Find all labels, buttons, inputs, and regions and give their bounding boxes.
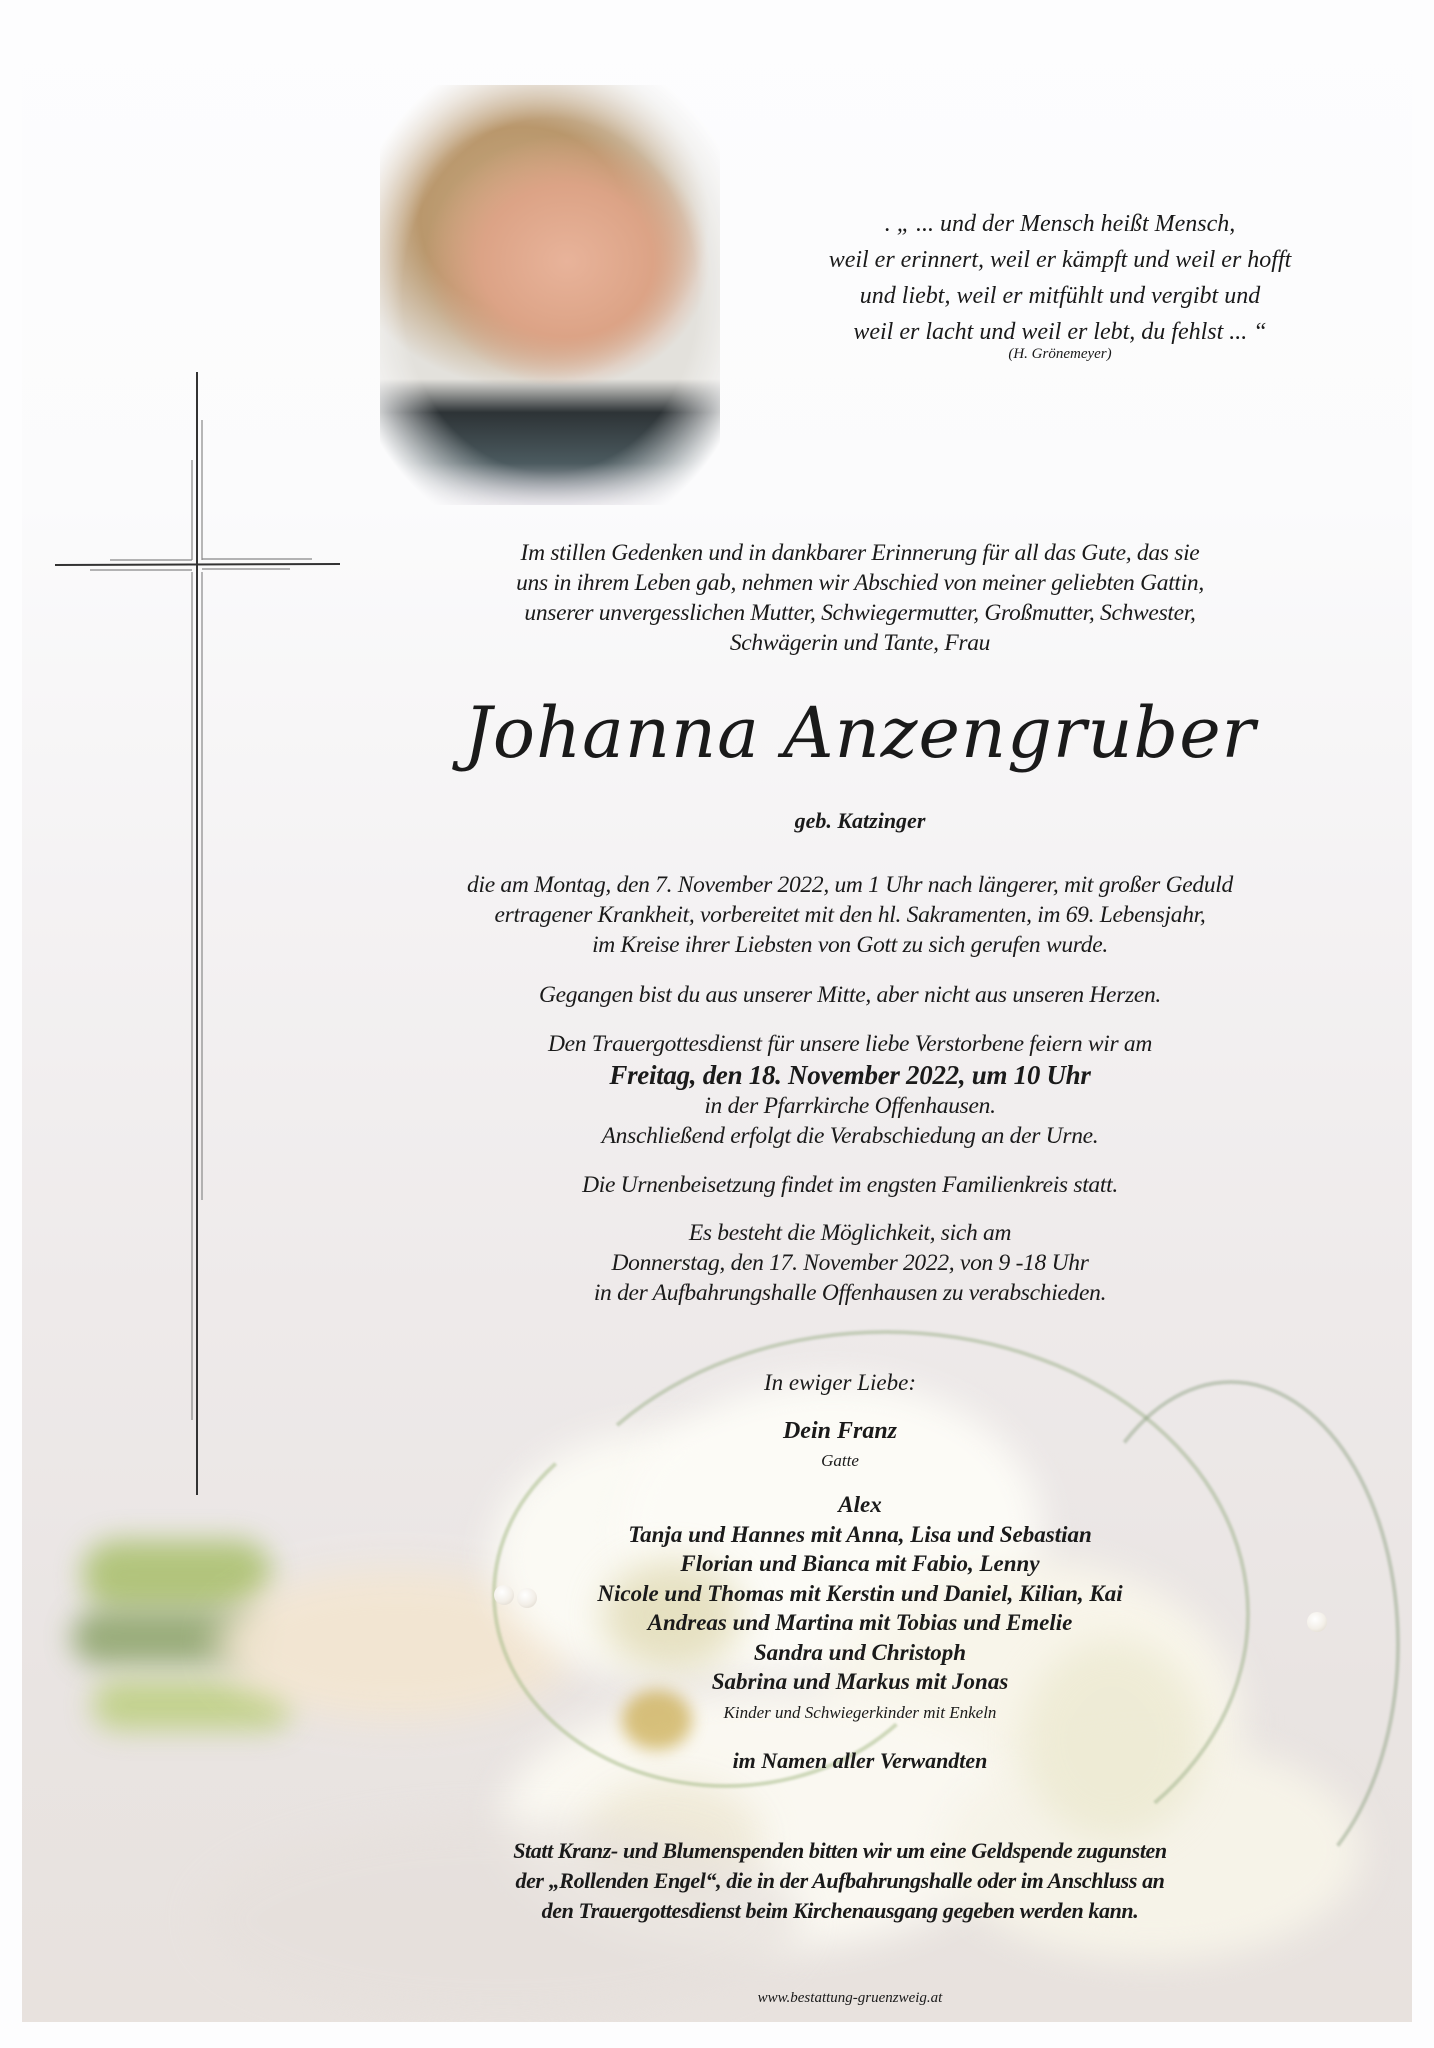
quote (760, 206, 1360, 350)
quote-line: und liebt, weil er mitfühlt und vergibt und (859, 283, 1261, 309)
quote-author: (H. Grönemeyer) (1008, 346, 1112, 362)
signoff: In ewiger Liebe: (763, 1370, 916, 1395)
spouse-role: Gatte (821, 1451, 859, 1470)
donation-line: den Trauergottesdienst beim Kirchenausgang gegeben werden kann. (541, 1898, 1139, 1923)
quote-line: weil er lacht und weil er lebt, du fehlst ... “ (853, 319, 1267, 345)
death-notice-line: im Kreise ihrer Liebsten von Gott zu sich gerufen wurde. (592, 932, 1108, 958)
family-member: Andreas und Martina mit Tobias und Emelie (647, 1610, 1073, 1635)
family-member: Sandra und Christoph (753, 1639, 967, 1665)
viewing-info (350, 1218, 1350, 1308)
service-location: in der Pfarrkirche Offenhausen. (704, 1093, 996, 1119)
family-member: Alex (838, 1492, 882, 1517)
intro-line: unserer unvergesslichen Mutter, Schwiegermutter, Großmutter, Schwester, (524, 600, 1196, 626)
donation-line: der „Rollenden Engel“, die in der Aufbahrungshalle oder im Anschluss an (515, 1868, 1165, 1893)
intro-line: Im stillen Gedenken und in dankbarer Erinnerung für all das Gute, das sie (520, 540, 1200, 566)
service-after: Anschließend erfolgt die Verabschiedung an der Urne. (601, 1123, 1099, 1149)
burial-info: Die Urnenbeisetzung findet im engsten Familienkreis statt. (582, 1172, 1118, 1198)
service-datetime: Freitag, den 18. November 2022, um 10 Uhr (609, 1060, 1091, 1090)
relatives-line: im Namen aller Verwandten (732, 1748, 988, 1773)
family-member: Tanja und Hannes mit Anna, Lisa und Sebastian (628, 1521, 1092, 1547)
maiden-name: geb. Katzinger (794, 808, 926, 833)
donation-line: Statt Kranz- und Blumenspenden bitten wir um eine Geldspende zugunsten (513, 1838, 1167, 1863)
death-notice-line: die am Montag, den 7. November 2022, um 1 Uhr nach längerer, mit großer Geduld (467, 872, 1233, 898)
family-member: Nicole und Thomas mit Kerstin und Daniel, Kilian, Kai (597, 1580, 1123, 1606)
cross-icon (0, 0, 360, 1510)
viewing-line: in der Aufbahrungshalle Offenhausen zu verabschieden. (593, 1280, 1107, 1306)
spouse-name: Dein Franz (782, 1418, 898, 1444)
intro-text (420, 538, 1300, 658)
family-role: Kinder und Schwiegerkinder mit Enkeln (723, 1703, 997, 1722)
intro-line: uns in ihrem Leben gab, nehmen wir Abschied von meiner geliebten Gattin, (516, 570, 1204, 596)
website-link[interactable]: www.bestattung-gruenzweig.at (757, 1990, 943, 2006)
donation-request (380, 1836, 1300, 1926)
viewing-line: Es besteht die Möglichkeit, sich am (688, 1220, 1012, 1246)
death-notice-line: ertragener Krankheit, vorbereitet mit den hl. Sakramenten, im 69. Lebensjahr, (494, 902, 1206, 928)
farewell-line: Gegangen bist du aus unserer Mitte, aber nicht aus unseren Herzen. (538, 982, 1161, 1008)
intro-line: Schwägerin und Tante, Frau (729, 630, 991, 656)
service-intro: Den Trauergottesdienst für unsere liebe Verstorbene feiern wir am (547, 1031, 1153, 1057)
family-member: Florian und Bianca mit Fabio, Lenny (680, 1551, 1040, 1576)
viewing-line: Donnerstag, den 17. November 2022, von 9 -18 Uhr (611, 1250, 1089, 1276)
deceased-name: Johanna Anzengruber (463, 692, 1257, 774)
family-member: Sabrina und Markus mit Jonas (711, 1669, 1009, 1694)
quote-line: . „ ... und der Mensch heißt Mensch, (884, 211, 1236, 237)
death-notice (350, 870, 1350, 960)
portrait-photo (380, 85, 720, 505)
family-list (420, 1490, 1300, 1697)
service-info (350, 1029, 1350, 1151)
quote-line: weil er erinnert, weil er kämpft und weil er hofft (828, 247, 1292, 273)
